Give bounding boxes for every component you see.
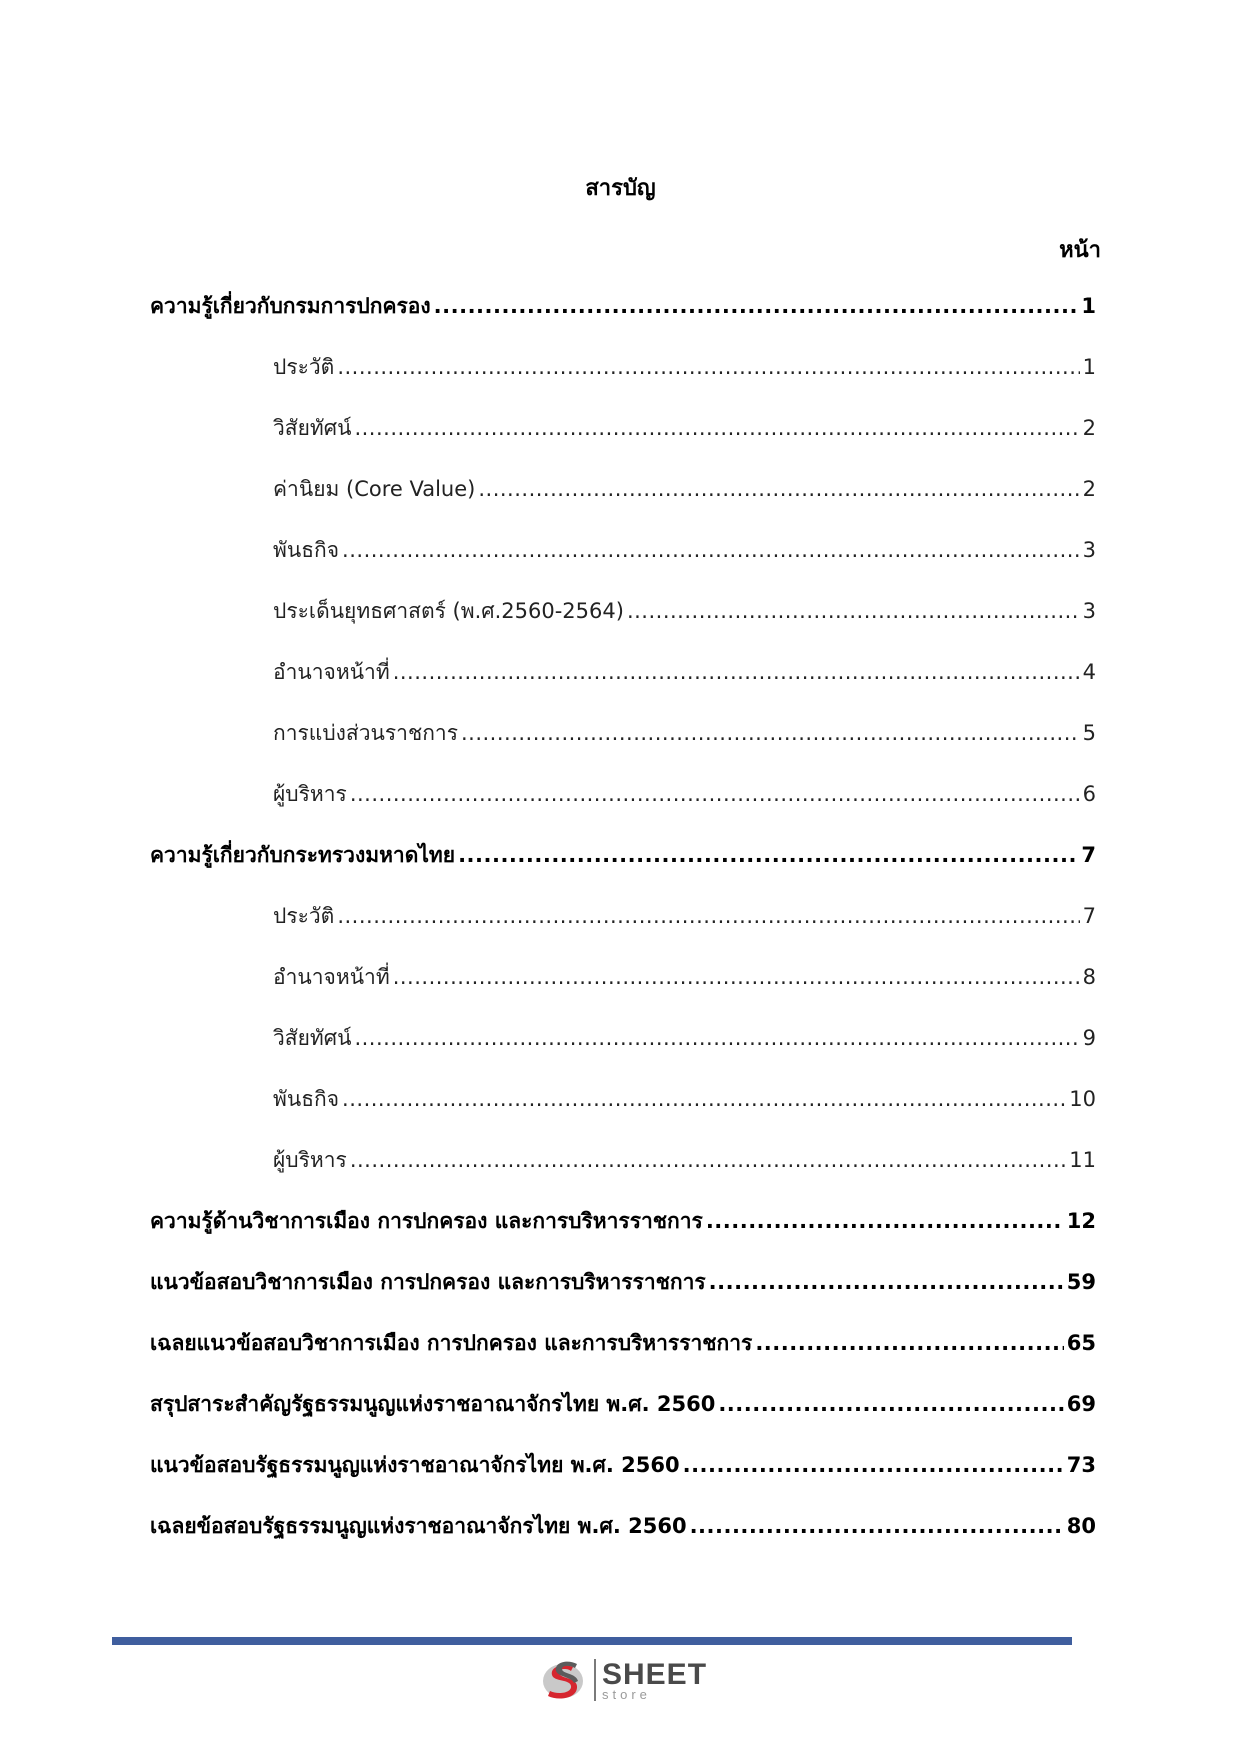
toc-dot-leader: [706, 1209, 1064, 1233]
toc-section-entry: [150, 1266, 1096, 1327]
toc-dot-leader: [627, 599, 1080, 623]
toc-entry-page-number: 1: [1081, 294, 1096, 318]
toc-dot-leader: [755, 1331, 1063, 1355]
toc-entry-page-number: 73: [1066, 1453, 1096, 1477]
toc-section-entry: [150, 1388, 1096, 1449]
toc-dot-leader: [393, 660, 1080, 684]
logo-divider: [594, 1659, 596, 1701]
toc-subsection-entry: [150, 412, 1096, 473]
toc-entry-label: ความรู้เกี่ยวกับกระทรวงมหาดไทย: [150, 843, 456, 867]
toc-entry-page-number: 1: [1082, 355, 1096, 379]
toc-entry-page-number: 11: [1069, 1148, 1096, 1172]
toc-subsection-entry: [150, 1144, 1096, 1205]
toc-dot-leader: [393, 965, 1080, 989]
toc-dot-leader: [342, 538, 1080, 562]
toc-entry-label: ค่านิยม (Core Value): [273, 477, 476, 501]
toc-dot-leader: [337, 904, 1079, 928]
toc-dot-leader: [478, 477, 1079, 501]
toc-entry-page-number: 7: [1082, 904, 1096, 928]
toc-entry-page-number: 5: [1082, 721, 1096, 745]
toc-section-entry: [150, 1449, 1096, 1510]
toc-entry-page-number: 7: [1081, 843, 1096, 867]
page-column-header: หน้า: [1059, 238, 1101, 263]
toc-entry-label: การแบ่งส่วนราชการ: [273, 721, 458, 745]
toc-entry-page-number: 69: [1066, 1392, 1096, 1416]
toc-dot-leader: [350, 1148, 1066, 1172]
sheet-store-logo: [540, 1655, 707, 1705]
toc-section-entry: [150, 1327, 1096, 1388]
toc-subsection-entry: [150, 1083, 1096, 1144]
toc-section-entry: [150, 1205, 1096, 1266]
toc-dot-leader: [350, 782, 1080, 806]
toc-dot-leader: [337, 355, 1079, 379]
toc-entry-label: แนวข้อสอบวิชาการเมือง การปกครอง และการบริหารราชการ: [150, 1270, 706, 1294]
toc-subsection-entry: [150, 473, 1096, 534]
toc-entry-page-number: 2: [1082, 416, 1096, 440]
toc-subsection-entry: [150, 778, 1096, 839]
toc-subsection-entry: [150, 717, 1096, 778]
toc-dot-leader: [458, 843, 1078, 867]
toc-entry-label: ประเด็นยุทธศาสตร์ (พ.ศ.2560-2564): [273, 599, 624, 623]
toc-entry-label: อำนาจหน้าที่: [273, 965, 390, 989]
toc-entry-label: พันธกิจ: [273, 538, 340, 562]
toc-dot-leader: [434, 294, 1079, 318]
toc-entry-label: วิสัยทัศน์: [273, 1026, 352, 1050]
toc-dot-leader: [354, 416, 1079, 440]
toc-entry-page-number: 12: [1066, 1209, 1096, 1233]
toc-dot-leader: [354, 1026, 1079, 1050]
toc-entry-page-number: 3: [1082, 599, 1096, 623]
toc-section-entry: [150, 839, 1096, 900]
table-of-contents: [150, 290, 1096, 1571]
toc-entry-label: ผู้บริหาร: [273, 1148, 347, 1172]
toc-section-entry: [150, 1510, 1096, 1571]
toc-entry-page-number: 9: [1082, 1026, 1096, 1050]
toc-entry-label: เฉลยแนวข้อสอบวิชาการเมือง การปกครอง และการบริหารราชการ: [150, 1331, 753, 1355]
toc-entry-label: ความรู้ด้านวิชาการเมือง การปกครอง และการบริหารราชการ: [150, 1209, 703, 1233]
toc-entry-label: วิสัยทัศน์: [273, 416, 352, 440]
toc-subsection-entry: [150, 1022, 1096, 1083]
toc-entry-label: อำนาจหน้าที่: [273, 660, 390, 684]
logo-subtext: store: [602, 1686, 651, 1702]
toc-dot-leader: [709, 1270, 1064, 1294]
logo-wordmark: SHEET: [602, 1657, 708, 1691]
toc-entry-page-number: 3: [1082, 538, 1096, 562]
toc-dot-leader: [461, 721, 1080, 745]
toc-entry-page-number: 8: [1082, 965, 1096, 989]
toc-entry-label: ความรู้เกี่ยวกับกรมการปกครอง: [150, 294, 431, 318]
toc-subsection-entry: [150, 900, 1096, 961]
toc-entry-page-number: 10: [1069, 1087, 1096, 1111]
toc-subsection-entry: [150, 961, 1096, 1022]
toc-dot-leader: [683, 1453, 1064, 1477]
toc-entry-page-number: 6: [1082, 782, 1096, 806]
toc-dot-leader: [690, 1514, 1064, 1538]
toc-subsection-entry: [150, 534, 1096, 595]
toc-entry-label: ผู้บริหาร: [273, 782, 347, 806]
toc-entry-page-number: 2: [1082, 477, 1096, 501]
toc-entry-label: ประวัติ: [273, 904, 335, 928]
toc-subsection-entry: [150, 351, 1096, 412]
toc-entry-page-number: 65: [1066, 1331, 1096, 1355]
sheet-store-s-logo-icon: [540, 1655, 590, 1705]
toc-subsection-entry: [150, 595, 1096, 656]
toc-entry-label: แนวข้อสอบรัฐธรรมนูญแห่งราชอาณาจักรไทย พ.ศ. 2560: [150, 1453, 680, 1477]
toc-entry-label: พันธกิจ: [273, 1087, 340, 1111]
logo-text: [602, 1657, 708, 1702]
footer-rule: [112, 1637, 1072, 1645]
toc-subsection-entry: [150, 656, 1096, 717]
toc-entry-page-number: 4: [1082, 660, 1096, 684]
toc-section-entry: [150, 290, 1096, 351]
toc-title: สารบัญ: [585, 176, 656, 201]
toc-dot-leader: [718, 1392, 1063, 1416]
toc-entry-page-number: 80: [1066, 1514, 1096, 1538]
toc-entry-label: เฉลยข้อสอบรัฐธรรมนูญแห่งราชอาณาจักรไทย พ.ศ. 2560: [150, 1514, 687, 1538]
toc-entry-page-number: 59: [1066, 1270, 1096, 1294]
toc-entry-label: ประวัติ: [273, 355, 335, 379]
toc-dot-leader: [342, 1087, 1066, 1111]
toc-entry-label: สรุปสาระสำคัญรัฐธรรมนูญแห่งราชอาณาจักรไทย พ.ศ. 2560: [150, 1392, 716, 1416]
